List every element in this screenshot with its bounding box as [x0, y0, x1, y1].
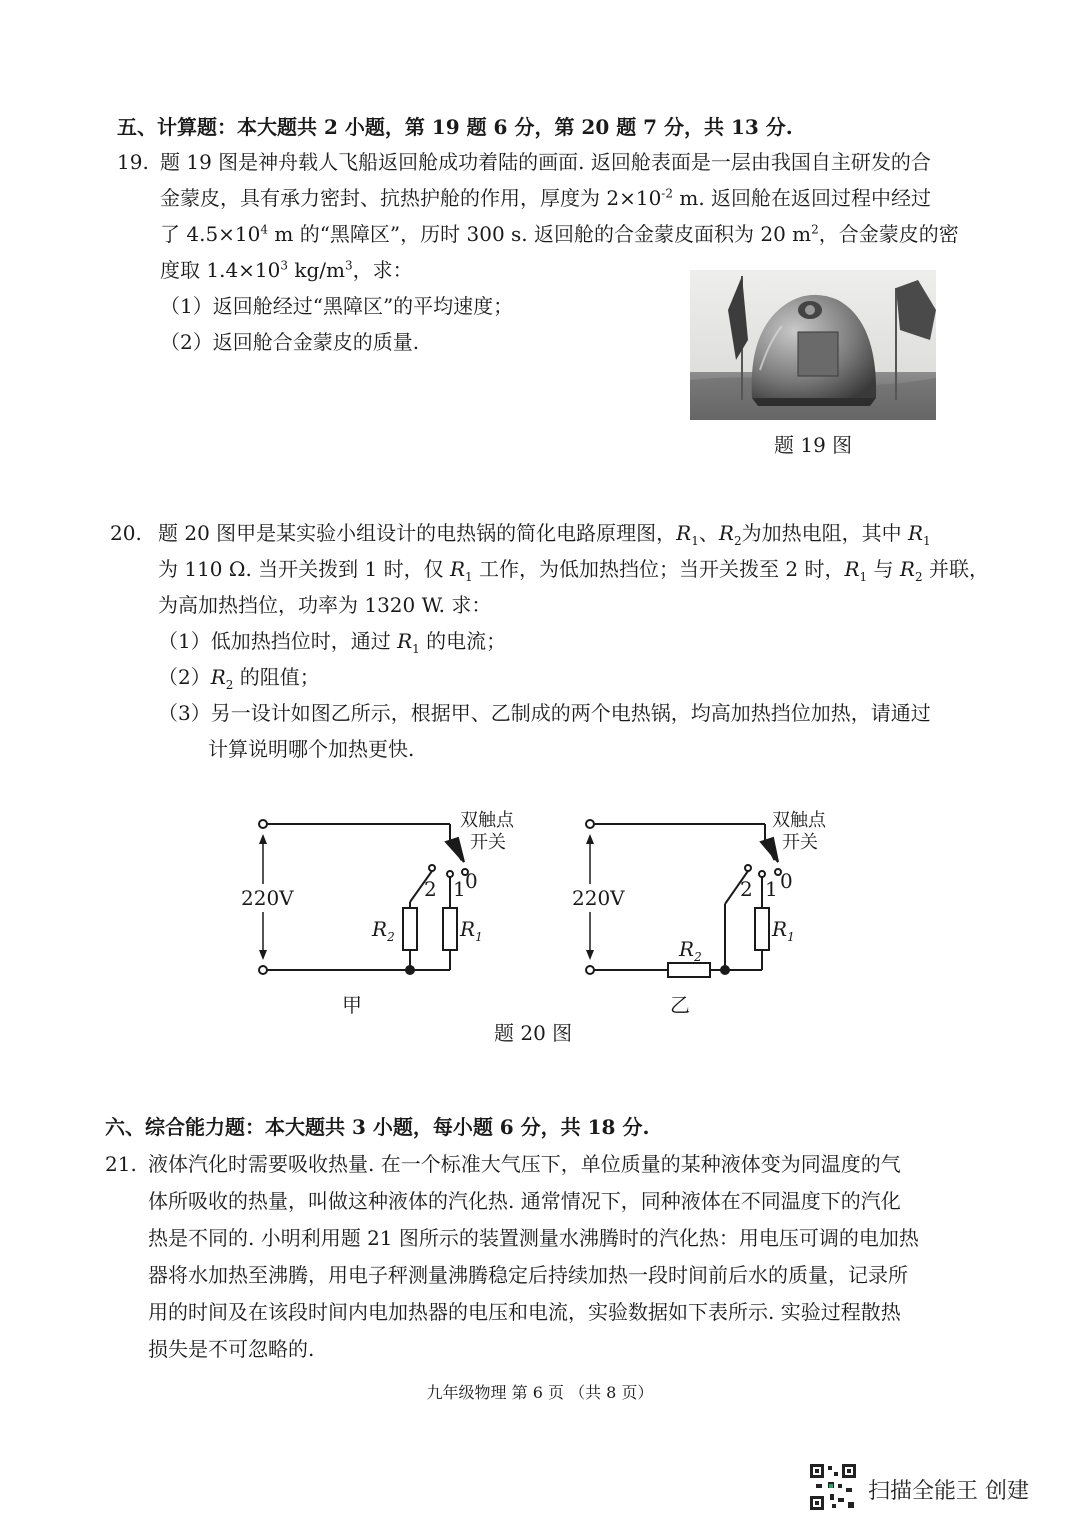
q21-line2: 体所吸收的热量，叫做这种液体的汽化热. 通常情况下，同种液体在不同温度下的汽化 — [148, 1189, 901, 1213]
yi-contact-1: 1 — [765, 877, 778, 901]
q20-figure-caption: 题 20 图 — [494, 1021, 573, 1045]
q19-figure-caption: 题 19 图 — [774, 433, 853, 457]
jia-contact-2: 2 — [424, 877, 437, 901]
page-footer: 九年级物理 第 6 页 （共 8 页） — [426, 1383, 654, 1402]
yi-switch-label-1: 双触点 — [772, 810, 826, 831]
q19-line1: 题 19 图是神舟载人飞船返回舱成功着陆的画面. 返回舱表面是一层由我国自主研发的合 — [160, 150, 931, 174]
jia-contact-0: 0 — [465, 869, 478, 893]
q20-line3: 为高加热挡位，功率为 1320 W. 求： — [158, 593, 492, 617]
capsule-photo — [690, 270, 936, 420]
yi-r2-label: $R_2$ — [679, 937, 702, 964]
yi-contact-0: 0 — [780, 869, 793, 893]
jia-r2-label: $R_2$ — [372, 917, 395, 944]
q19-line4: 度取 $1.4\times 10^3$ $kg/m^3$，求： — [160, 258, 413, 282]
jia-switch-label-1: 双触点 — [460, 810, 514, 831]
yi-figure-label: 乙 — [670, 993, 690, 1017]
q20-line1: 题 20 图甲是某实验小组设计的电热锅的简化电路原理图，$R_1$、$R_2$为加热电阻，其中 $R_1$ — [158, 521, 931, 548]
qr-code-icon — [808, 1462, 858, 1512]
q21-line4: 器将水加热至沸腾，用电子秤测量沸腾稳定后持续加热一段时间前后水的质量，记录所 — [148, 1263, 908, 1287]
q19-sub2: （2）返回舱合金蒙皮的质量. — [160, 330, 420, 354]
yi-voltage-label: 220V — [572, 886, 625, 910]
q20-sub3-line2: 计算说明哪个加热更快. — [208, 737, 415, 761]
q20-number: 20. — [110, 521, 142, 545]
yi-r1-label: $R_1$ — [772, 917, 795, 944]
jia-figure-label: 甲 — [342, 993, 362, 1017]
q19-sub1: （1）返回舱经过“黑障区”的平均速度； — [160, 294, 514, 318]
capsule-illustration — [690, 270, 936, 420]
jia-contact-1: 1 — [453, 877, 466, 901]
q19-line3: 了 $4.5\times 10^4$ m 的“黑障区”，历时 300 s. 返回舱的合金蒙皮面积为 20 $m^2$，合金蒙皮的密 — [160, 222, 959, 246]
scanner-watermark — [808, 1462, 1048, 1510]
yi-switch-label-2: 开关 — [782, 832, 818, 853]
section-5-heading: 五、计算题：本大题共 2 小题，第 19 题 6 分，第 20 题 7 分，共 13 分. — [117, 115, 793, 139]
q20-line2: 为 110 Ω. 当开关拨到 1 时，仅 $R_1$ 工作，为低加热挡位；当开关拨至 2 时，$R_1$ 与 $R_2$ 并联， — [158, 557, 989, 584]
jia-voltage-label: 220V — [241, 886, 294, 910]
q21-line1: 液体汽化时需要吸收热量. 在一个标准大气压下，单位质量的某种液体变为同温度的气 — [148, 1152, 901, 1176]
section-6-heading: 六、综合能力题：本大题共 3 小题，每小题 6 分，共 18 分. — [105, 1115, 650, 1139]
jia-r1-label: $R_1$ — [460, 917, 483, 944]
q21-line5: 用的时间及在该段时间内电加热器的电压和电流，实验数据如下表所示. 实验过程散热 — [148, 1300, 901, 1324]
yi-contact-2: 2 — [740, 877, 753, 901]
q21-number: 21. — [105, 1152, 137, 1176]
scanner-watermark-text: 扫描全能王 创建 — [868, 1479, 1029, 1504]
q21-line6: 损失是不可忽略的. — [148, 1337, 315, 1361]
jia-switch-label-2: 开关 — [470, 832, 506, 853]
q19-number: 19. — [117, 150, 149, 174]
circuit-figure — [0, 800, 1080, 1060]
q20-sub3-line1: （3）另一设计如图乙所示，根据甲、乙制成的两个电热锅，均高加热挡位加热，请通过 — [158, 701, 931, 725]
q20-sub1: （1）低加热挡位时，通过 $R_1$ 的电流； — [158, 629, 507, 656]
q19-line2: 金蒙皮，具有承力密封、抗热护舱的作用，厚度为 $2\times 10^{-2}$ m. 返回舱在返回过程中经过 — [160, 186, 932, 210]
q21-line3: 热是不同的. 小明利用题 21 图所示的装置测量水沸腾时的汽化热：用电压可调的电加热 — [148, 1226, 919, 1250]
q20-sub2: $(2)R_2$ 的阻值； — [158, 665, 320, 692]
